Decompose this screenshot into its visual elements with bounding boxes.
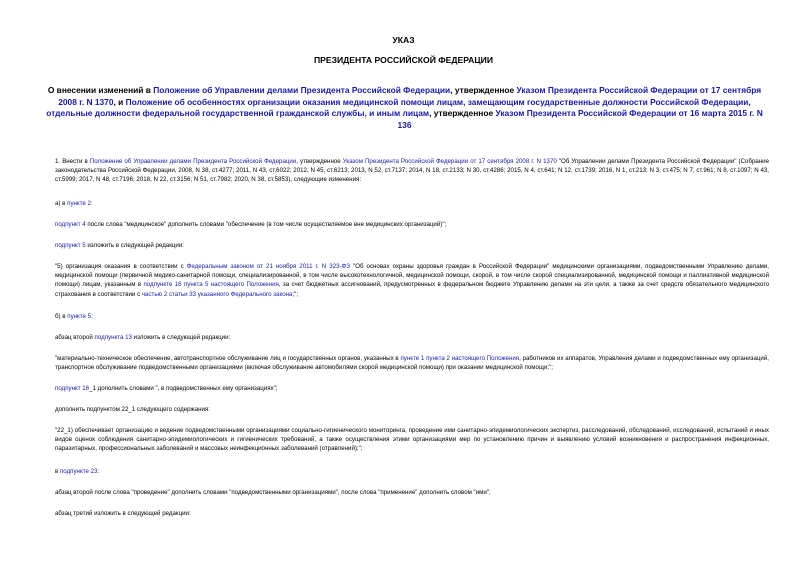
paragraph-13: абзац второй после слова "проведение" дополнить словами "подведомственными организациями", после слова "применение" дополнить словом "ими"; [55, 489, 491, 496]
p5-link-article-33[interactable]: частью 2 статьи 33 указанного Федерального закона [141, 290, 293, 298]
paragraph-11: "22_1) обеспечивает организацию и ведение подведомственными организациями социально-гигиенического мониторинга, проведение ими санитарно-эпидемиологических экспертиз, расследований, обследований, исследований, испытаний и иных видов оценок соблюдения санитарно-эпидемиологических и гигиенических требований, а также осуществления этими организациями мер по установлению причин и выявлению условий возникновения и распространения инфекционных, паразитарных, профессиональных заболеваний и массовых неинфекционных заболеваний (отравлений);"; [55, 427, 769, 453]
paragraph-6: б) в пункте 5: [55, 313, 93, 320]
paragraph-14: абзац третий изложить в следующей редакции: [55, 510, 191, 517]
paragraph-10: дополнить подпунктом 22_1 следующего содержания: [55, 406, 210, 413]
p3-link-subitem-4[interactable]: подпункт 4 [55, 221, 86, 228]
paragraph-5: "5) организация оказания в соответствии с Федеральным законом от 21 ноября 2011 г. N 323-ФЗ "Об основах охраны здоровья граждан в Российской Федерации" медицинскими организациями, подведомственными Управлению делами, медицинской помощи (первичной медико-санитарной помощи, специализированной, в том числе высокотехнологичной, медицинской помощи, скорой, в том числе скорой специализированной, медицинской помощи и паллиативной медицинской помощи) лицам, указанным в подпункте 16 пункта 5 настоящего Положения, за счет бюджетных ассигнований, предусмотренных в федеральном бюджете Управлению делами на эти цели, а также за счет средств обязательного медицинского страхования в соответствии с частью 2 статьи 33 указанного Федерального закона;"; [55, 263, 769, 298]
paragraph-7: абзац второй подпункта 13 изложить в следующей редакции: [55, 334, 231, 341]
p9-link-subitem-16[interactable]: подпункт 16 [55, 385, 90, 392]
p4-link-subitem-5[interactable]: подпункт 5 [55, 242, 86, 249]
paragraph-2: а) в пункте 2: [55, 200, 93, 207]
paragraph-9: подпункт 16_1 дополнить словами ", в подведомственных ему организациях"; [55, 385, 278, 392]
p6-link-item-5[interactable]: пункте 5 [67, 313, 92, 320]
p8-link-item-1-2[interactable]: пункте 1 пункта 2 настоящего Положения [400, 355, 520, 362]
title-link-decree-136[interactable]: Указом Президента Российской Федерации от 16 марта 2015 г. N 136 [397, 108, 763, 130]
title-link-decree-1370[interactable]: Указом Президента Российской Федерации от 17 сентября 2008 г. N 1370 [58, 85, 762, 107]
paragraph-4: подпункт 5 изложить в следующей редакции: [55, 242, 184, 249]
p1-link-decree[interactable]: Указом Президента Российской Федерации от 17 сентября 2008 г. N 1370 [342, 158, 557, 165]
paragraph-1: 1. Внести в Положение об Управлении делами Президента Российской Федерации, утвержденное Указом Президента Российской Федерации от 17 сентября 2008 г. N 1370 "Об Управлении делами Президента Российской Федерации" (Собрание законодательства Российской Федерации, 2008, N 38, ст.4277; 2011, N 43, ст.6022; 2012, N 45, ст.6213; 2013, N 52, ст.7137; 2014, N 18, ст.2133; N 30, ст.4286; 2015, N 4, ст.641; N 12, ст.1739; 2016, N 1, ст.213; N 3, ст.475; N 7, ст.961; N 8, ст.1097; N 43, ст.5999; 2017, N 48, ст.7196; 2018, N 22, ст.3156; N 51, ст.7982; 2020, N 38, ст.5853), следующие изменения: [55, 158, 770, 184]
p12-link-subitem-23[interactable]: подпункте 23 [59, 468, 98, 475]
p2-link-item-2[interactable]: пункте 2 [67, 200, 91, 207]
paragraph-3: подпункт 4 после слова "медицинское" дополнить словами "обеспечение (в том числе осуществляемое вне медицинских организаций)"; [55, 221, 447, 228]
p5-link-subitem-16[interactable]: подпункте 16 пункта 5 настоящего Положения [143, 281, 279, 289]
decree-issuer: ПРЕЗИДЕНТА РОССИЙСКОЙ ФЕДЕРАЦИИ [313, 55, 494, 65]
p5-link-federal-law[interactable]: Федеральным законом от 21 ноября 2011 г. N 323-ФЗ [186, 263, 350, 270]
paragraph-12: в подпункте 23: [55, 468, 100, 475]
title-link-medical-regulation[interactable]: Положение об особенностях организации оказания медицинской помощи лицам, замещающим государственные должности Российской Федерации, отдельные должности федеральной государственной гражданской службы, и иным лицам [46, 96, 751, 119]
document-title: О внесении изменений в Положение об Управлении делами Президента Российской Федерации, утвержденное Указом Президента Российской Федерации от 17 сентября 2008 г. N 1370, и Положение об особенностях организации оказания медицинской помощи лицам, замещающим государственные должности Российской Федерации, отдельные должности федеральной государственной гражданской службы, и иным лицам, утвержденное Указом Президента Российской Федерации от 16 марта 2015 г. N 136 [46, 85, 763, 130]
title-link-regulation[interactable]: Положение об Управлении делами Президента Российской Федерации [153, 85, 451, 95]
paragraph-8: "материально-техническое обеспечение, автотранспортное обслуживание лиц и государственных органов, указанных в пункте 1 пункта 2 настоящего Положения, работников их аппаратов, Управления делами и подведомственных ему организаций, транспортное обслуживание подведомственными организациями (включая обслуживание автомобилями скорой медицинской помощи) при оказании медицинской помощи;"; [55, 355, 769, 372]
decree-heading: УКАЗ [392, 35, 415, 45]
p7-link-subitem-13[interactable]: подпункта 13 [94, 334, 132, 341]
p1-link-regulation[interactable]: Положение об Управлении делами Президента Российской Федерации [89, 158, 297, 165]
